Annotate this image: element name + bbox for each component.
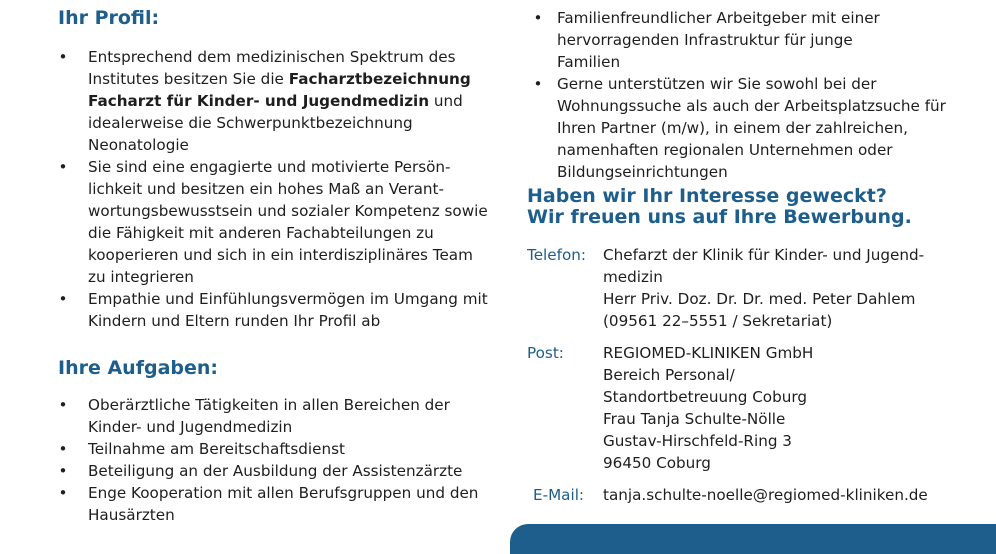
contact-post (527, 342, 977, 474)
post-line-2: Bereich Personal/ (603, 366, 735, 384)
email-label: E-Mail: (533, 486, 585, 504)
profil-heading: Ihr Profil: (58, 7, 160, 29)
benefits-list (527, 7, 961, 183)
aufgaben-item-3 (58, 460, 508, 482)
profil-item-1-post: und idealerweise die Schwerpunktbezeichnung Neonatologie (88, 92, 463, 154)
bullet-icon: • (58, 484, 68, 502)
interest-heading (527, 186, 912, 228)
aufgaben-list (58, 394, 508, 526)
post-value (603, 342, 977, 474)
benefit-item-1-text: Familienfreundlicher Arbeitgeber mit einer hervorragenden Infrastruktur für junge Familien (557, 9, 880, 71)
aufgaben-heading: Ihre Aufgaben: (58, 357, 218, 379)
post-line-3: Standortbetreuung Coburg (603, 388, 807, 406)
benefit-item-1 (527, 7, 919, 73)
profil-list (58, 46, 492, 332)
bullet-icon: • (533, 9, 543, 27)
interest-heading-line2: Wir freuen uns auf Ihre Bewerbung. (527, 206, 912, 228)
aufgaben-item-2-text: Teilnahme am Bereitschaftsdienst (88, 440, 345, 458)
profil-item-2 (58, 156, 492, 288)
benefit-item-2-text: Gerne unterstützen wir Sie sowohl bei der Wohnungssuche als auch der Arbeitsplatzsuche für Ihren Partner (m/w), in einem der zahlreichen, namenhaften regionalen Unternehmen oder Bildungseinrichtungen (557, 75, 946, 181)
telefon-line-1: Chefarzt der Klinik für Kinder- und Jugend- (603, 246, 925, 264)
contact-email (527, 484, 977, 506)
aufgaben-item-1-text: Oberärztliche Tätigkeiten in allen Bereichen der Kinder- und Jugendmedizin (88, 396, 450, 436)
bullet-icon: • (58, 396, 68, 414)
contact-telefon (527, 244, 977, 332)
post-line-5: Gustav-Hirschfeld-Ring 3 (603, 432, 792, 450)
post-line-1: REGIOMED-KLINIKEN GmbH (603, 344, 814, 362)
email-link[interactable]: tanja.schulte-noelle@regiomed-kliniken.de (603, 486, 928, 504)
post-label: Post: (527, 344, 564, 362)
post-line-4: Frau Tanja Schulte-Nölle (603, 410, 786, 428)
bullet-icon: • (58, 462, 68, 480)
aufgaben-item-4 (58, 482, 480, 526)
contact-block (527, 244, 977, 506)
bullet-icon: • (58, 440, 68, 458)
bullet-icon: • (58, 48, 68, 66)
telefon-line-4[interactable]: (09561 22–5551 / Sekretariat) (603, 312, 833, 330)
telefon-value (603, 244, 977, 332)
profil-item-1-bold: Facharztbezeichnung Facharzt für Kinder- und Jugendmedizin (88, 70, 471, 110)
footer-band (510, 524, 996, 554)
aufgaben-item-1 (58, 394, 492, 438)
aufgaben-item-3-text: Beteiligung an der Ausbildung der Assistenzärzte (88, 462, 463, 480)
profil-item-1 (58, 46, 480, 156)
aufgaben-item-2 (58, 438, 492, 460)
telefon-line-2: medizin (603, 268, 663, 286)
profil-item-3-text: Empathie und Einfühlungsvermögen im Umgang mit Kindern und Eltern runden Ihr Profil ab (88, 290, 488, 330)
telefon-line-3: Herr Priv. Doz. Dr. Dr. med. Peter Dahlem (603, 290, 916, 308)
bullet-icon: • (58, 158, 68, 176)
profil-item-2-text: Sie sind eine engagierte und motivierte Persönlichkeit und besitzen ein hohes Maß an Verantwortungsbewusstsein und sozialer Kompetenz sowie die Fähigkeit mit anderen Fachabteilungen zu kooperieren und sich in ein interdisziplinäres Team zu integrieren (88, 158, 488, 286)
telefon-label: Telefon: (527, 246, 586, 264)
benefit-item-2 (527, 73, 961, 183)
profil-item-1-pre: Entsprechend dem medizinischen Spektrum des Institutes besitzen Sie die (88, 48, 456, 88)
aufgaben-item-4-text: Enge Kooperation mit allen Berufsgruppen und den Hausärzten (88, 484, 479, 524)
interest-heading-line1: Haben wir Ihr Interesse geweckt? (527, 185, 887, 207)
post-line-6: 96450 Coburg (603, 454, 711, 472)
bullet-icon: • (533, 75, 543, 93)
bullet-icon: • (58, 290, 68, 308)
profil-item-3 (58, 288, 492, 332)
